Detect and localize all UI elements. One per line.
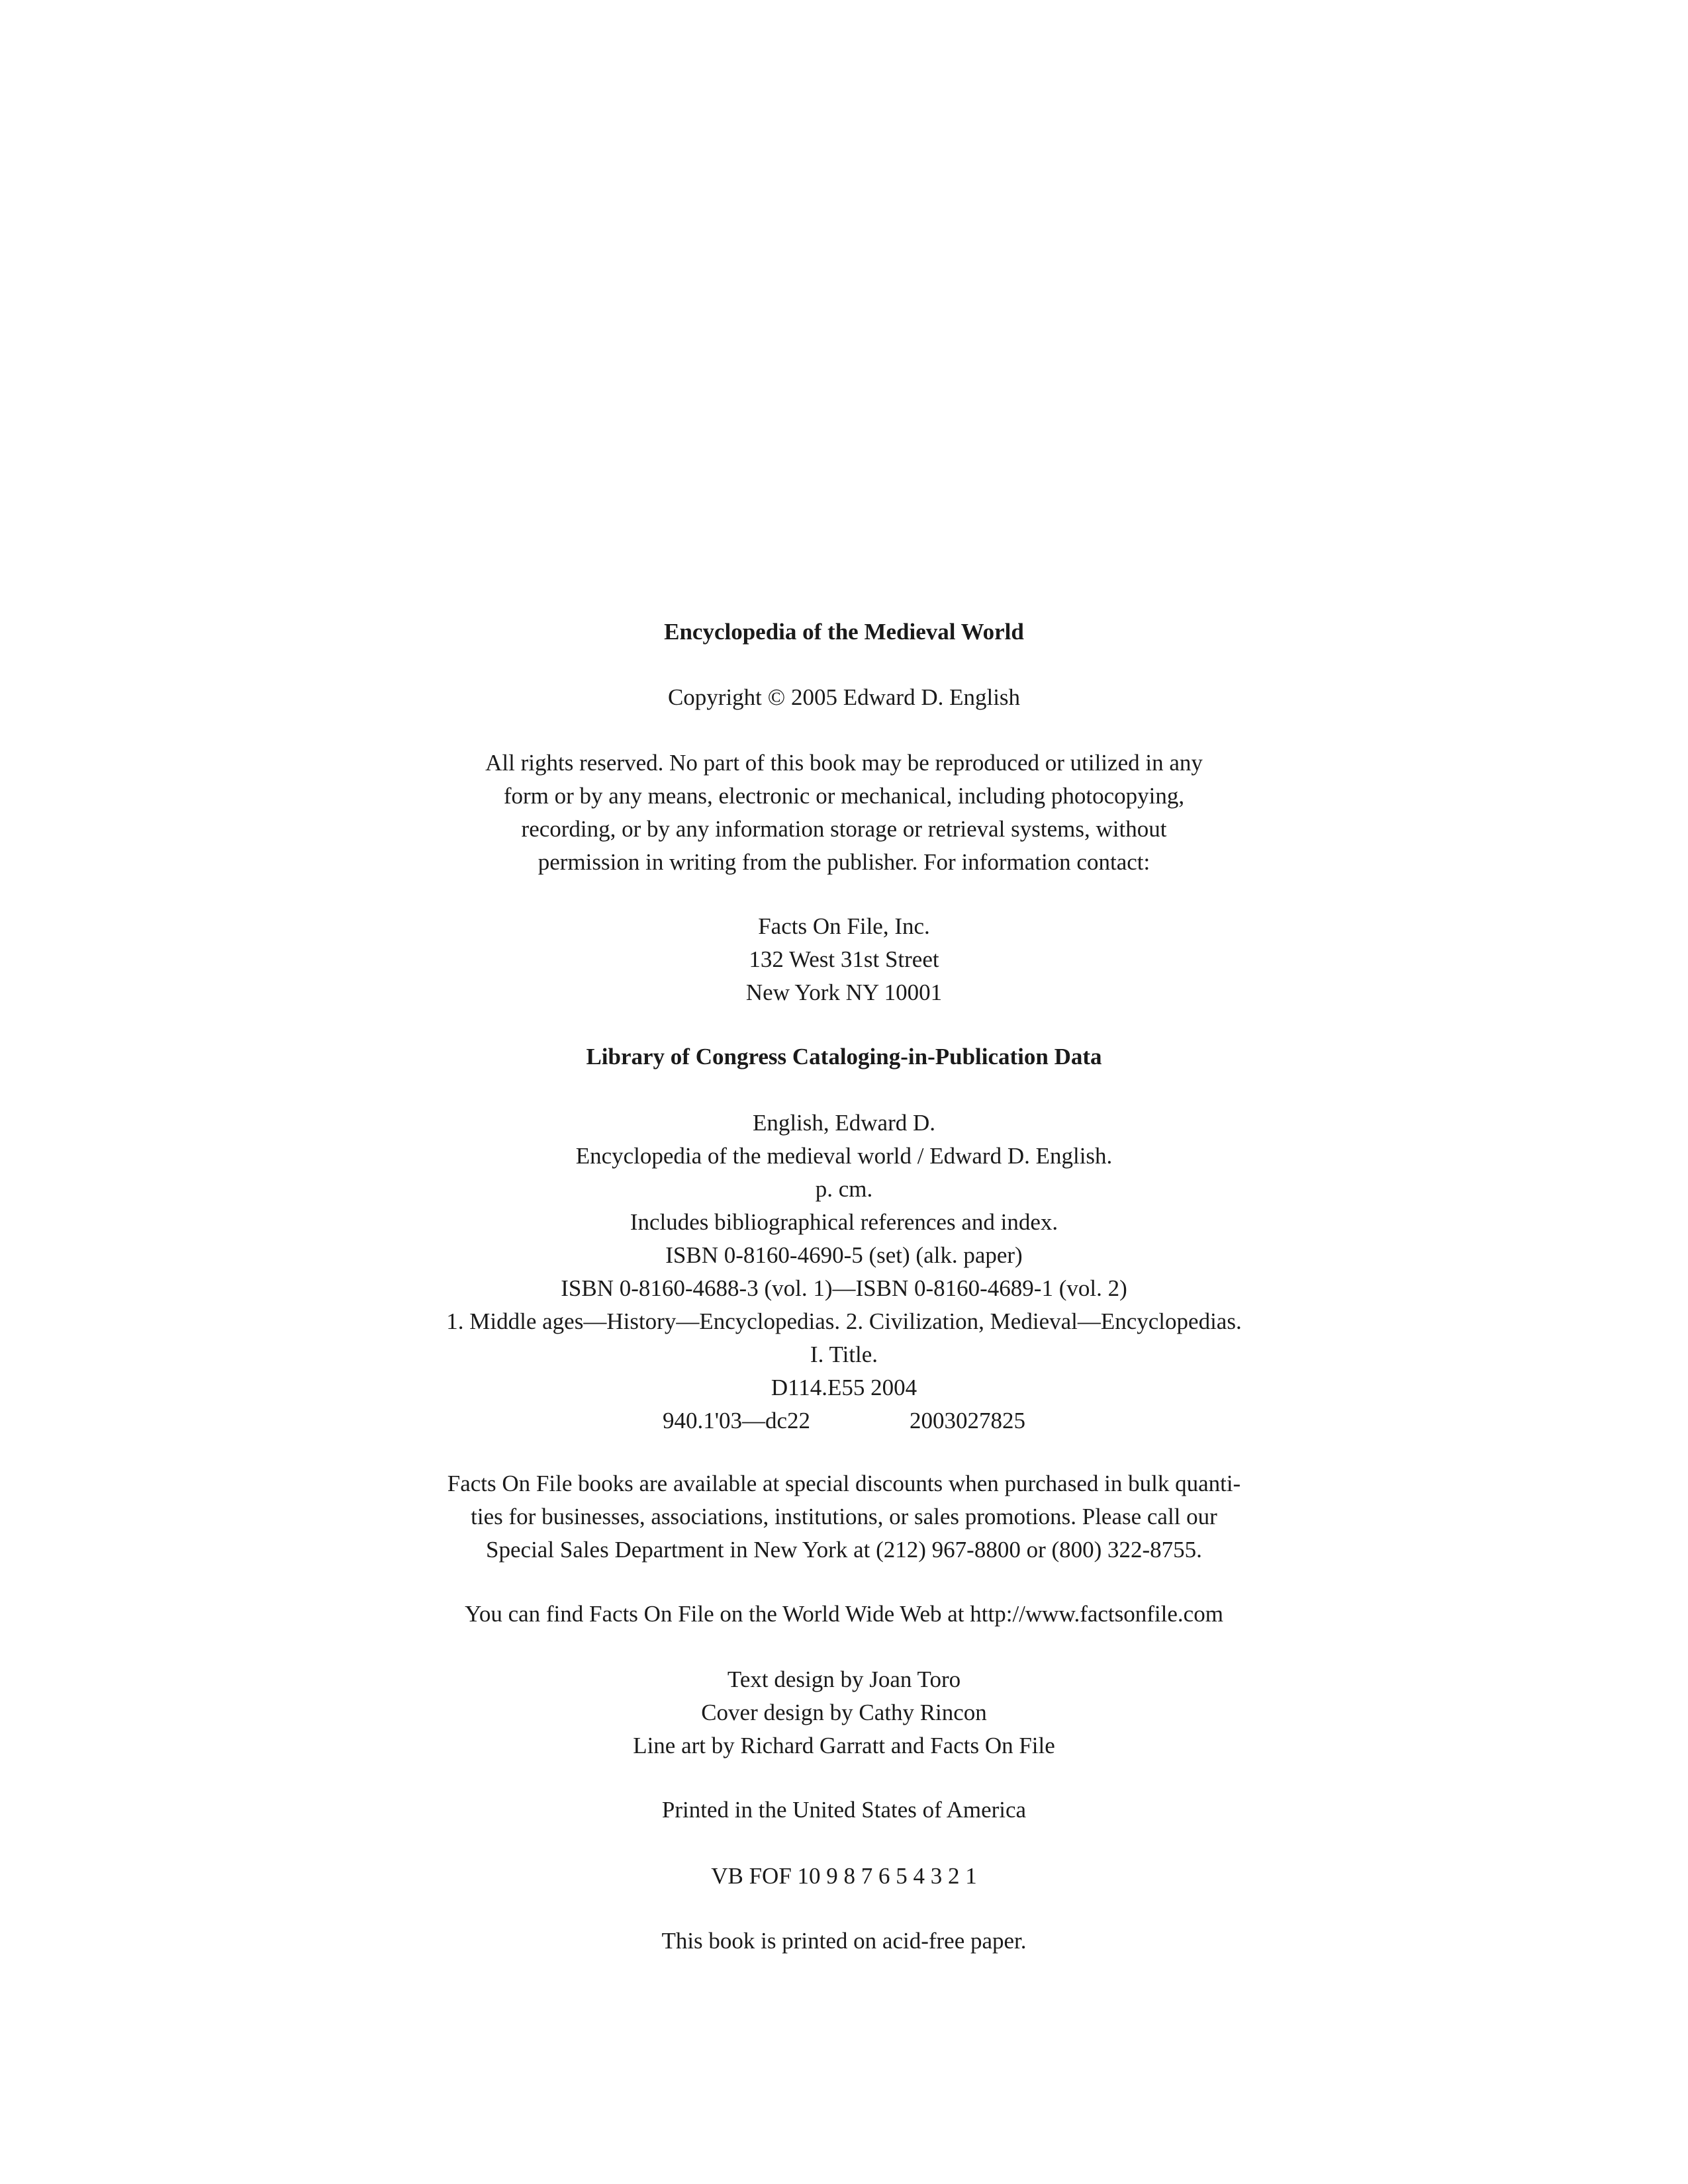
- bulk-sales-line: Facts On File books are available at special discounts when purchased in bulk quanti-: [447, 1471, 1241, 1496]
- book-title: Encyclopedia of the Medieval World: [664, 619, 1024, 645]
- bulk-sales-line: ties for businesses, associations, institutions, or sales promotions. Please call our: [471, 1504, 1217, 1529]
- rights-statement: [331, 747, 1357, 879]
- rights-line: permission in writing from the publisher. For information contact:: [538, 849, 1150, 875]
- paper-notice: This book is printed on acid-free paper.: [661, 1928, 1027, 1954]
- cip-line: ISBN 0-8160-4688-3 (vol. 1)—ISBN 0-8160-4689-1 (vol. 2): [561, 1275, 1127, 1301]
- cip-line: p. cm.: [815, 1176, 873, 1202]
- cip-line: Includes bibliographical references and index.: [630, 1209, 1058, 1235]
- dewey-number: 940.1'03—dc22: [662, 1408, 811, 1433]
- design-credits: [331, 1663, 1357, 1762]
- cip-line: ISBN 0-8160-4690-5 (set) (alk. paper): [665, 1242, 1023, 1268]
- publisher-name: Facts On File, Inc.: [758, 913, 930, 939]
- publisher-city: New York NY 10001: [745, 979, 943, 1005]
- credit-line: Text design by Joan Toro: [727, 1666, 961, 1692]
- printed-notice: Printed in the United States of America: [661, 1797, 1027, 1823]
- publisher-street: 132 West 31st Street: [749, 946, 939, 972]
- bulk-sales-line: Special Sales Department in New York at (212) 967-8800 or (800) 322-8755.: [486, 1537, 1202, 1563]
- cip-data: [331, 1107, 1357, 1437]
- cip-line: I. Title.: [810, 1342, 878, 1367]
- cip-heading: Library of Congress Cataloging-in-Publication Data: [586, 1044, 1102, 1069]
- cip-line: D114.E55 2004: [771, 1375, 917, 1400]
- cip-line: English, Edward D.: [752, 1110, 936, 1136]
- cip-line: 1. Middle ages—History—Encyclopedias. 2. Civilization, Medieval—Encyclopedias.: [446, 1308, 1242, 1334]
- credit-line: Cover design by Cathy Rincon: [701, 1700, 987, 1725]
- rights-line: All rights reserved. No part of this book may be reproduced or utilized in any: [485, 750, 1203, 776]
- credit-line: Line art by Richard Garratt and Facts On File: [633, 1733, 1055, 1758]
- copyright-notice: Copyright © 2005 Edward D. English: [667, 684, 1021, 710]
- print-line: VB FOF 10 9 8 7 6 5 4 3 2 1: [711, 1863, 977, 1889]
- lccn-number: 2003027825: [910, 1408, 1026, 1433]
- cip-line: Encyclopedia of the medieval world / Edward D. English.: [575, 1143, 1113, 1169]
- bulk-sales-notice: [331, 1467, 1357, 1567]
- cip-classification: [331, 1404, 1357, 1437]
- rights-line: form or by any means, electronic or mechanical, including photocopying,: [503, 783, 1185, 809]
- web-notice: You can find Facts On File on the World Wide Web at http://www.factsonfile.com: [465, 1601, 1223, 1627]
- rights-line: recording, or by any information storage or retrieval systems, without: [521, 816, 1167, 842]
- publisher-address: [331, 910, 1357, 1009]
